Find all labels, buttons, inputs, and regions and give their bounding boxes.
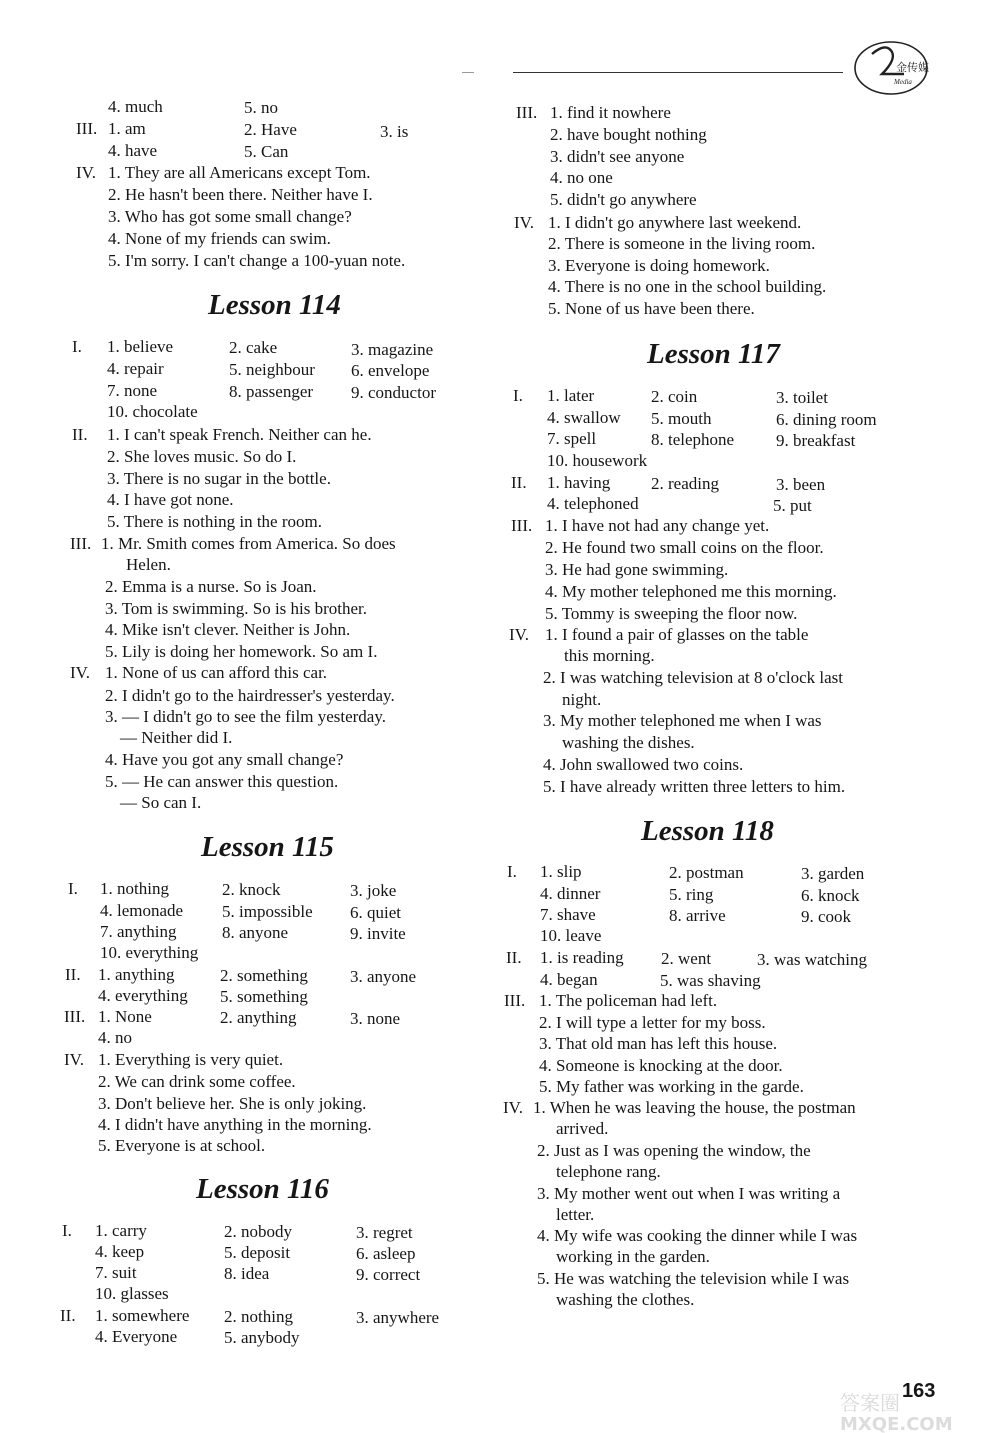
answer-sentence: 3. My mother telephoned me when I was [543, 711, 822, 730]
answer-item: 3. anywhere [356, 1308, 440, 1327]
svg-text:MXQE.COM: MXQE.COM [840, 1414, 953, 1433]
answer-sentence: washing the clothes. [556, 1290, 695, 1309]
lesson-heading: Lesson 117 [647, 338, 780, 370]
answer-item: 9. breakfast [776, 431, 856, 450]
answer-item: 4. much [108, 97, 163, 116]
answer-item: 4. repair [107, 359, 164, 378]
answer-item: 4. keep [95, 1242, 145, 1261]
answer-item: 5. ring [669, 885, 714, 904]
answer-item: 10. leave [540, 926, 602, 945]
section-label: III. [516, 103, 538, 122]
answer-item: 6. knock [801, 886, 860, 905]
answer-item: 2. anything [220, 1008, 297, 1027]
answer-item: 3. is [380, 122, 409, 141]
answer-sentence: — So can I. [120, 793, 202, 812]
answer-sentence: 3. Tom is swimming. So is his brother. [105, 599, 368, 618]
answer-item: 8. telephone [651, 430, 735, 449]
answer-item: 3. garden [801, 864, 865, 883]
section-label: II. [65, 965, 81, 984]
answer-item: 1. somewhere [95, 1306, 190, 1325]
section-label: III. [76, 119, 98, 138]
answer-item: 2. nothing [224, 1307, 293, 1326]
answer-item: 5. didn't go anywhere [550, 190, 697, 209]
answer-item: 1. None [98, 1007, 152, 1026]
answer-item: 1. slip [540, 862, 582, 881]
section-label: I. [68, 879, 78, 898]
answer-item: 3. joke [350, 881, 397, 900]
answer-sentence: 2. We can drink some coffee. [98, 1072, 296, 1091]
answer-item: 7. none [107, 381, 158, 400]
answer-item: 2. something [220, 966, 308, 985]
answer-item: 2. went [661, 949, 712, 968]
answer-sentence: 1. None of us can afford this car. [105, 663, 328, 682]
answer-sentence: 1. I have not had any change yet. [545, 516, 770, 535]
publisher-logo-icon [852, 38, 930, 96]
answer-sentence: 4. Mike isn't clever. Neither is John. [105, 620, 351, 639]
section-label: I. [62, 1221, 72, 1240]
answer-item: 3. been [776, 475, 826, 494]
section-label: I. [72, 337, 82, 356]
answer-sentence: letter. [556, 1205, 595, 1224]
section-label: II. [511, 473, 527, 492]
answer-item: 5. anybody [224, 1328, 300, 1347]
answer-item: 2. cake [229, 338, 278, 357]
section-label: IV. [509, 625, 529, 644]
answer-sentence: 5. There is nothing in the room. [107, 512, 322, 531]
section-label: III. [511, 516, 533, 535]
answer-item: 5. was shaving [660, 971, 761, 990]
section-label: II. [72, 425, 88, 444]
answer-item: 1. am [108, 119, 146, 138]
section-label: IV. [503, 1098, 523, 1117]
section-label: II. [60, 1306, 76, 1325]
answer-item: 4. have [108, 141, 158, 160]
answer-item: 5. put [773, 496, 812, 515]
answer-sentence: 4. Someone is knocking at the door. [539, 1056, 783, 1075]
section-label: IV. [514, 213, 534, 232]
section-label: III. [504, 991, 526, 1010]
answer-sentence: 1. I can't speak French. Neither can he. [107, 425, 372, 444]
answer-sentence: 2. I will type a letter for my boss. [539, 1013, 766, 1032]
answer-sentence: 5. I have already written three letters to him. [543, 777, 846, 796]
answer-item: 9. cook [801, 907, 852, 926]
answer-item: 7. suit [95, 1263, 137, 1282]
answer-item: 3. didn't see anyone [550, 147, 685, 166]
svg-text:金传媒: 金传媒 [896, 61, 929, 74]
answer-item: 4. lemonade [100, 901, 184, 920]
answer-item: 2. reading [651, 474, 719, 493]
answer-sentence: 4. John swallowed two coins. [543, 755, 744, 774]
answer-item: 8. anyone [222, 923, 289, 942]
answer-item: 3. toilet [776, 388, 828, 407]
answer-item: 7. anything [100, 922, 177, 941]
answer-sentence: 3. — I didn't go to see the film yesterday. [105, 707, 386, 726]
answer-item: 3. none [350, 1009, 401, 1028]
answer-item: 4. dinner [540, 884, 601, 903]
answer-item: 4. Everyone [95, 1327, 178, 1346]
answer-sentence: 3. He had gone swimming. [545, 560, 729, 579]
answer-sentence: 5. He was watching the television while I was [537, 1269, 850, 1288]
answer-sentence: this morning. [564, 646, 655, 665]
section-label: I. [507, 862, 517, 881]
answer-sentence: Helen. [126, 555, 171, 574]
answer-item: 2. coin [651, 387, 698, 406]
answer-item: 5. no [244, 98, 278, 117]
answer-item: 1. believe [107, 337, 174, 356]
answer-sentence: 1. They are all Americans except Tom. [108, 163, 371, 182]
answer-sentence: 4. My mother telephoned me this morning. [545, 582, 837, 601]
answer-sentence: 4. There is no one in the school building. [548, 277, 827, 296]
answer-item: 1. later [547, 386, 595, 405]
answer-item: 1. having [547, 473, 611, 492]
answer-item: 6. quiet [350, 903, 401, 922]
svg-text:答案圈: 答案圈 [840, 1391, 900, 1415]
answer-item: 5. something [220, 987, 308, 1006]
lesson-heading: Lesson 115 [201, 831, 334, 863]
answer-sentence: 1. When he was leaving the house, the postman [533, 1098, 856, 1117]
answer-sentence: 2. I didn't go to the hairdresser's yesterday. [105, 686, 395, 705]
answer-sentence: 4. My wife was cooking the dinner while I was [537, 1226, 858, 1245]
answer-sentence: 1. Everything is very quiet. [98, 1050, 284, 1069]
answer-item: 4. no [98, 1028, 132, 1047]
answer-sentence: 5. Lily is doing her homework. So am I. [105, 642, 378, 661]
answer-sentence: 2. She loves music. So do I. [107, 447, 297, 466]
answer-sentence: 2. I was watching television at 8 o'clock last [543, 668, 844, 687]
svg-text:Media: Media [894, 78, 912, 86]
answer-item: 2. knock [222, 880, 281, 899]
answer-item: 6. envelope [351, 361, 430, 380]
answer-sentence: night. [562, 690, 602, 709]
answer-item: 3. was watching [757, 950, 868, 969]
answer-sentence: 3. Don't believe her. She is only joking. [98, 1094, 367, 1113]
answer-item: 10. housework [547, 451, 648, 470]
answer-item: 3. anyone [350, 967, 417, 986]
lesson-heading: Lesson 116 [196, 1173, 329, 1205]
section-label: IV. [64, 1050, 84, 1069]
answer-item: 10. chocolate [107, 402, 198, 421]
answer-item: 5. impossible [222, 902, 313, 921]
lesson-heading: Lesson 114 [208, 289, 341, 321]
answer-item: 4. began [540, 970, 598, 989]
answer-item: 5. mouth [651, 409, 712, 428]
answer-item: 1. nothing [100, 879, 169, 898]
answer-sentence: 4. Have you got any small change? [105, 750, 344, 769]
answer-item: 8. arrive [669, 906, 726, 925]
answer-sentence: 4. I have got none. [107, 490, 234, 509]
answer-item: 3. magazine [351, 340, 434, 359]
answer-item: 5. deposit [224, 1243, 291, 1262]
section-label: III. [64, 1007, 86, 1026]
answer-sentence: washing the dishes. [562, 733, 695, 752]
answer-sentence: 5. Everyone is at school. [98, 1136, 266, 1155]
answer-item: 6. asleep [356, 1244, 416, 1263]
answer-item: 2. Have [244, 120, 297, 139]
header-rule [513, 72, 843, 73]
answer-sentence: 3. Everyone is doing homework. [548, 256, 770, 275]
answer-item: 1. is reading [540, 948, 624, 967]
answer-item: 4. everything [98, 986, 188, 1005]
answer-sentence: arrived. [556, 1119, 609, 1138]
answer-item: 2. postman [669, 863, 744, 882]
answer-sentence: telephone rang. [556, 1162, 661, 1181]
answer-sentence: 4. I didn't have anything in the morning. [98, 1115, 372, 1134]
lesson-heading: Lesson 118 [641, 815, 774, 847]
answer-item: 4. no one [550, 168, 613, 187]
answer-item: 8. passenger [229, 382, 314, 401]
answer-sentence: 2. Emma is a nurse. So is Joan. [105, 577, 317, 596]
answer-sentence: 3. There is no sugar in the bottle. [107, 469, 331, 488]
answer-item: 9. invite [350, 924, 406, 943]
answer-sentence: 1. Mr. Smith comes from America. So does [101, 534, 396, 553]
section-label: I. [513, 386, 523, 405]
page-number: 163 [902, 1380, 936, 1402]
answer-item: 7. shave [540, 905, 596, 924]
answer-item: 9. conductor [351, 383, 436, 402]
answer-item: 2. have bought nothing [550, 125, 707, 144]
section-label: III. [70, 534, 92, 553]
answer-sentence: 1. I found a pair of glasses on the table [545, 625, 809, 644]
answer-sentence: 1. The policeman had left. [539, 991, 718, 1010]
answer-sentence: — Neither did I. [120, 728, 233, 747]
section-label: IV. [76, 163, 96, 182]
answer-sentence: 2. Just as I was opening the window, the [537, 1141, 811, 1160]
answer-sentence: 2. He found two small coins on the floor. [545, 538, 824, 557]
answer-sentence: 5. I'm sorry. I can't change a 100-yuan note. [108, 251, 406, 270]
answer-item: 1. carry [95, 1221, 147, 1240]
answer-sentence: 2. There is someone in the living room. [548, 234, 816, 253]
answer-sentence: 5. None of us have been there. [548, 299, 755, 318]
answer-item: 1. find it nowhere [550, 103, 671, 122]
section-label: IV. [70, 663, 90, 682]
answer-sentence: 5. My father was working in the garde. [539, 1077, 804, 1096]
answer-item: 2. nobody [224, 1222, 292, 1241]
answer-sentence: working in the garden. [556, 1247, 710, 1266]
answer-sentence: 4. None of my friends can swim. [108, 229, 331, 248]
answer-item: 4. telephoned [547, 494, 639, 513]
answer-item: 5. neighbour [229, 360, 315, 379]
answer-item: 1. anything [98, 965, 175, 984]
answer-sentence: 3. Who has got some small change? [108, 207, 352, 226]
answer-sentence: 2. He hasn't been there. Neither have I. [108, 185, 373, 204]
answer-sentence: 5. — He can answer this question. [105, 772, 339, 791]
answer-item: 5. Can [244, 142, 289, 161]
answer-item: 10. everything [100, 943, 199, 962]
header-dash [462, 72, 474, 73]
answer-item: 7. spell [547, 429, 597, 448]
answer-item: 9. correct [356, 1265, 421, 1284]
answer-sentence: 1. I didn't go anywhere last weekend. [548, 213, 802, 232]
answer-item: 10. glasses [95, 1284, 169, 1303]
answer-sentence: 3. My mother went out when I was writing a [537, 1184, 841, 1203]
answer-sentence: 5. Tommy is sweeping the floor now. [545, 604, 798, 623]
section-label: II. [506, 948, 522, 967]
answer-item: 6. dining room [776, 410, 877, 429]
answer-item: 8. idea [224, 1264, 270, 1283]
answer-item: 4. swallow [547, 408, 621, 427]
answer-item: 3. regret [356, 1223, 413, 1242]
answer-sentence: 3. That old man has left this house. [539, 1034, 778, 1053]
